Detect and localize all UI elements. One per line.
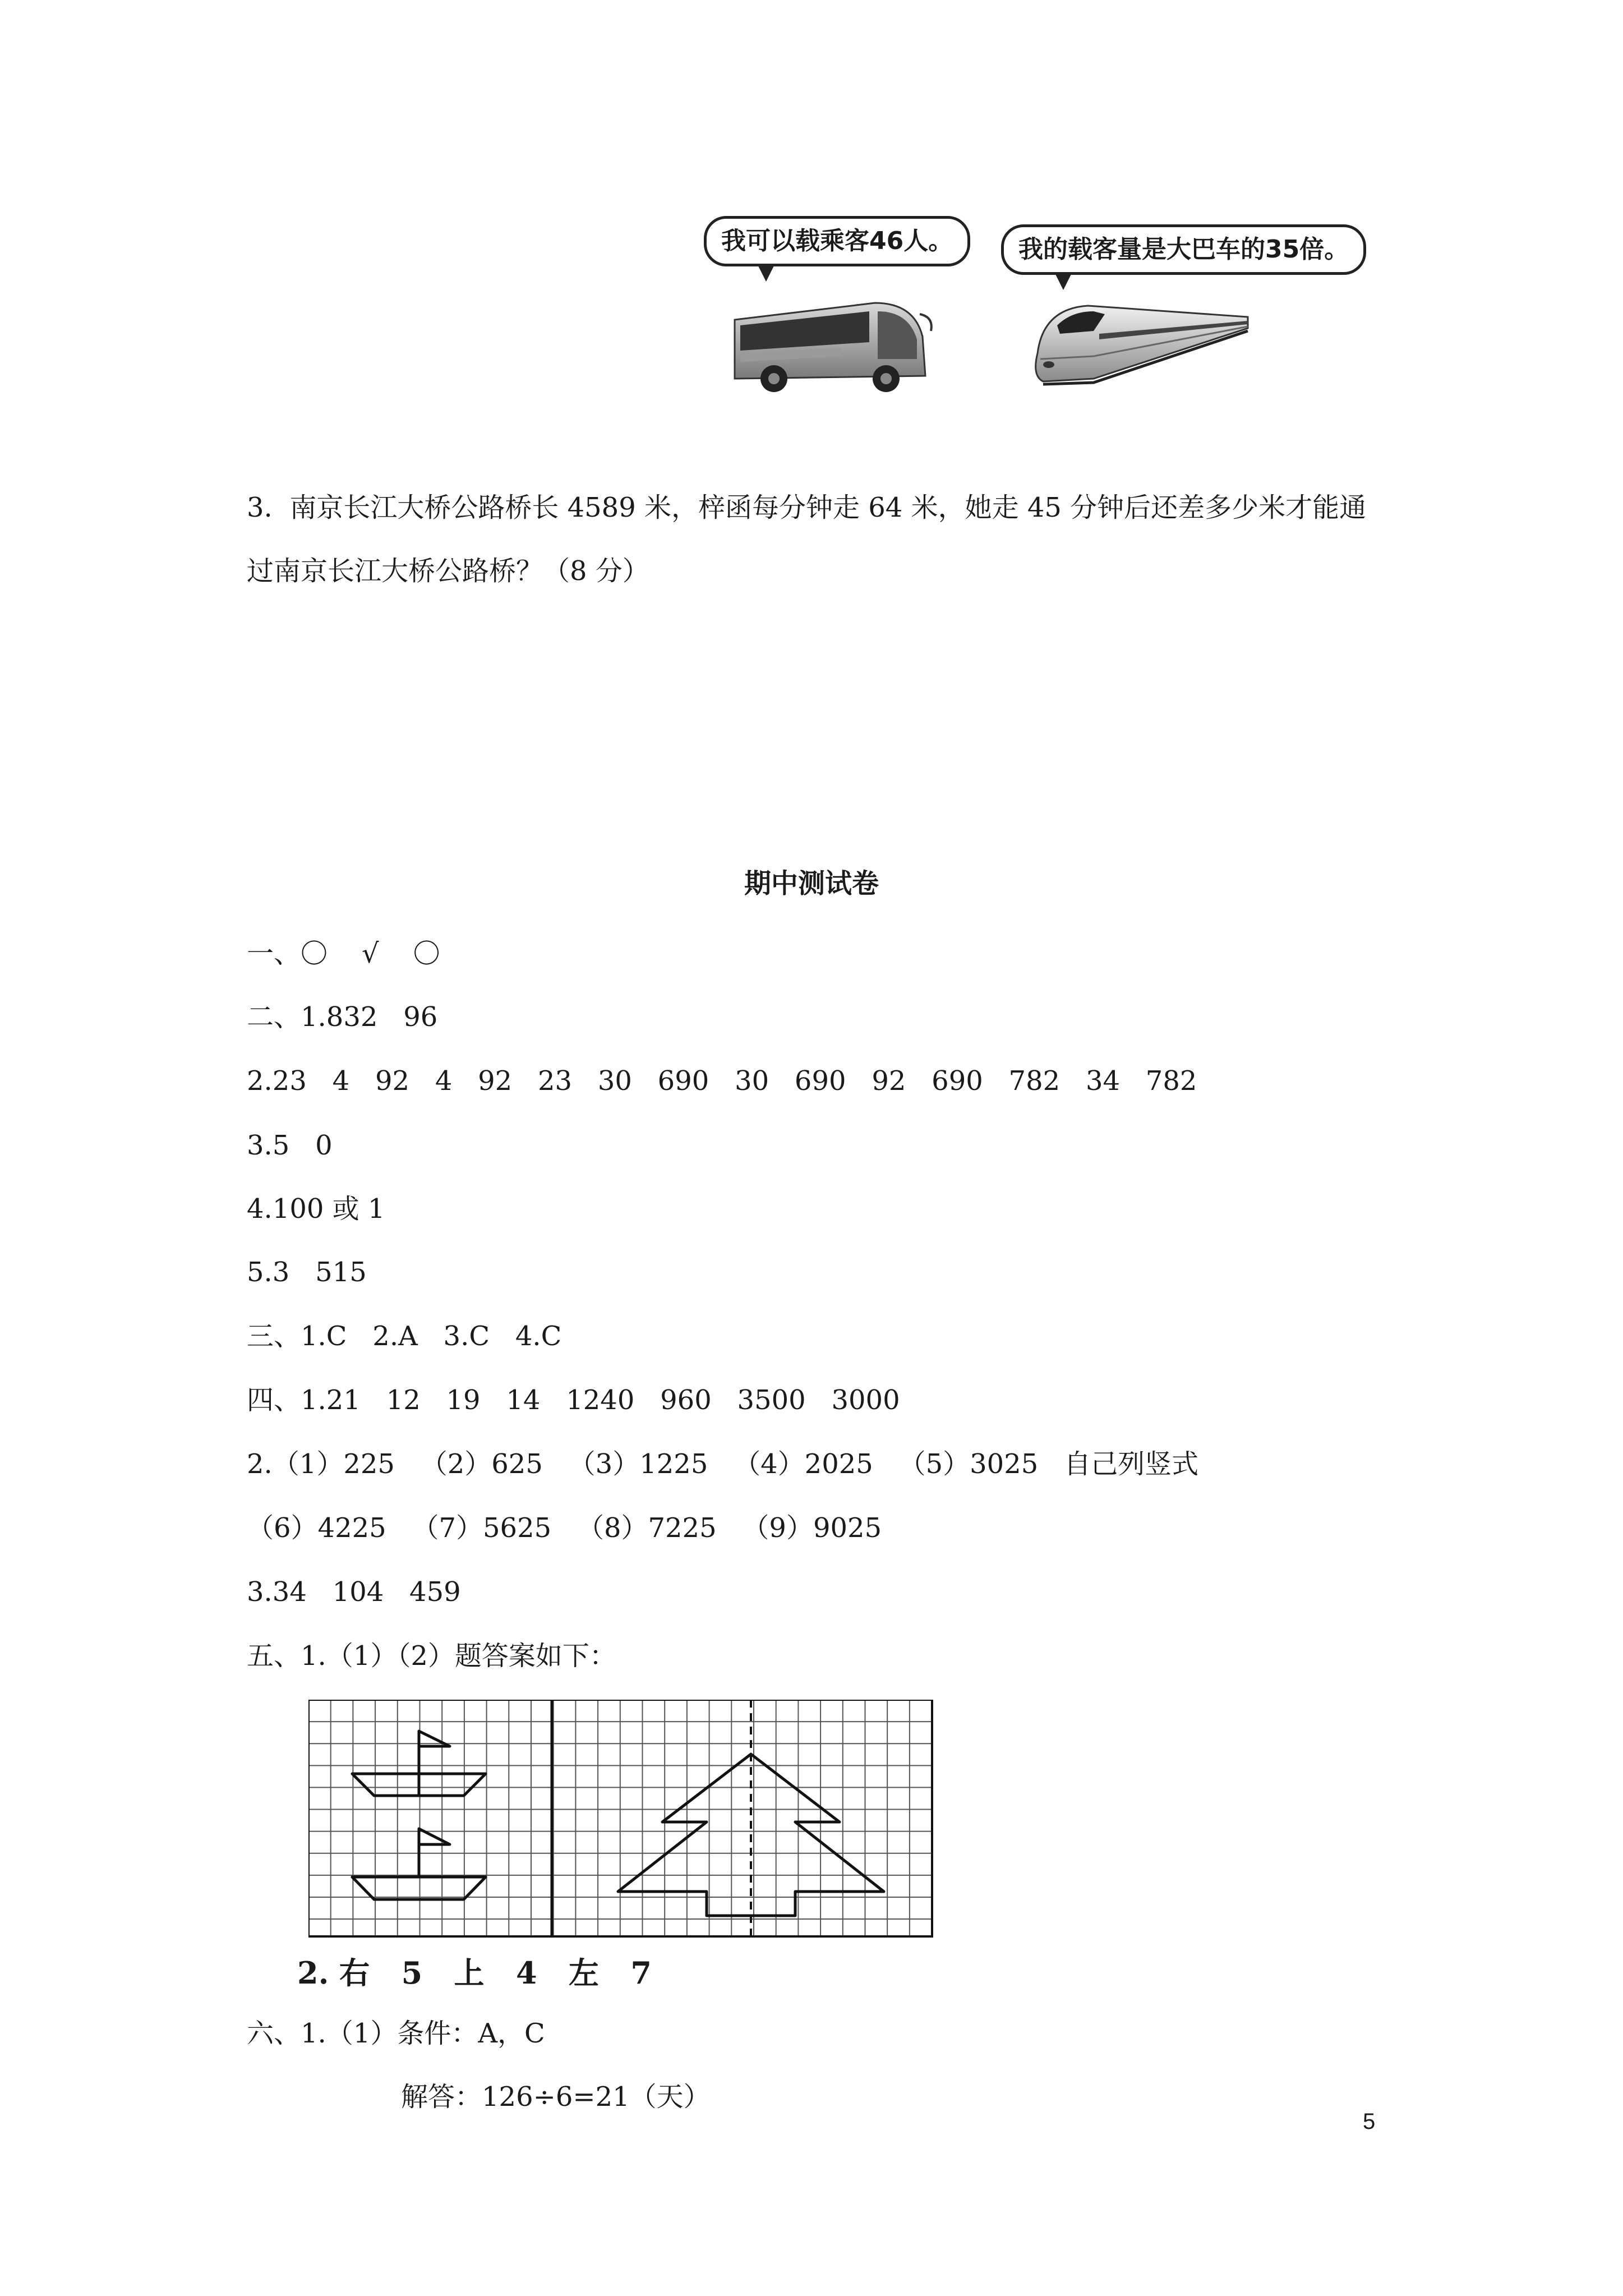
answer-line-9: 2.（1）225 （2）625 （3）1225 （4）2025 （5）3025 自己列竖式 bbox=[247, 1448, 1199, 1480]
page-number: 5 bbox=[1363, 2109, 1376, 2134]
answer-line-12: 五、1.（1）（2）题答案如下： bbox=[247, 1640, 616, 1672]
bus-illustration bbox=[729, 286, 937, 398]
answer-line-3: 2.23 4 92 4 92 23 30 690 30 690 92 690 782 34 782 bbox=[247, 1065, 1197, 1097]
answer-line-4: 3.5 0 bbox=[247, 1130, 333, 1161]
answer-line-5: 4.100 或 1 bbox=[247, 1193, 385, 1225]
answer-line-11: 3.34 104 459 bbox=[247, 1576, 461, 1608]
section-6-line-2: 解答：126÷6=21（天） bbox=[401, 2081, 711, 2113]
answer-line-8: 四、1.21 12 19 14 1240 960 3500 3000 bbox=[247, 1384, 900, 1416]
answer-line-10: （6）4225 （7）5625 （8）7225 （9）9025 bbox=[247, 1512, 882, 1544]
section-6-line-1: 六、1.（1）条件：A，C bbox=[247, 2018, 545, 2049]
answer-line-2: 二、1.832 96 bbox=[247, 1001, 438, 1033]
problem-3-line-2: 过南京长江大桥公路桥？（8 分） bbox=[247, 555, 649, 587]
problem-3-line-1: 3. 南京长江大桥公路桥长 4589 米，梓函每分钟走 64 米，她走 45 分钟后还差多少米才能通 bbox=[247, 492, 1367, 523]
grid-answer: 2. 右 5 上 4 左 7 bbox=[297, 1955, 652, 1991]
bus-speech-bubble: 我可以载乘客46人。 bbox=[704, 216, 970, 266]
answer-line-7: 三、1.C 2.A 3.C 4.C bbox=[247, 1320, 562, 1352]
train-illustration bbox=[1026, 286, 1251, 398]
answer-line-6: 5.3 515 bbox=[247, 1257, 367, 1288]
train-speech-bubble: 我的载客量是大巴车的35倍。 bbox=[1001, 224, 1366, 275]
grid-figures bbox=[308, 1700, 937, 1941]
answer-line-1: 一、〇 √ 〇 bbox=[247, 938, 440, 969]
section-title: 期中测试卷 bbox=[744, 868, 879, 899]
